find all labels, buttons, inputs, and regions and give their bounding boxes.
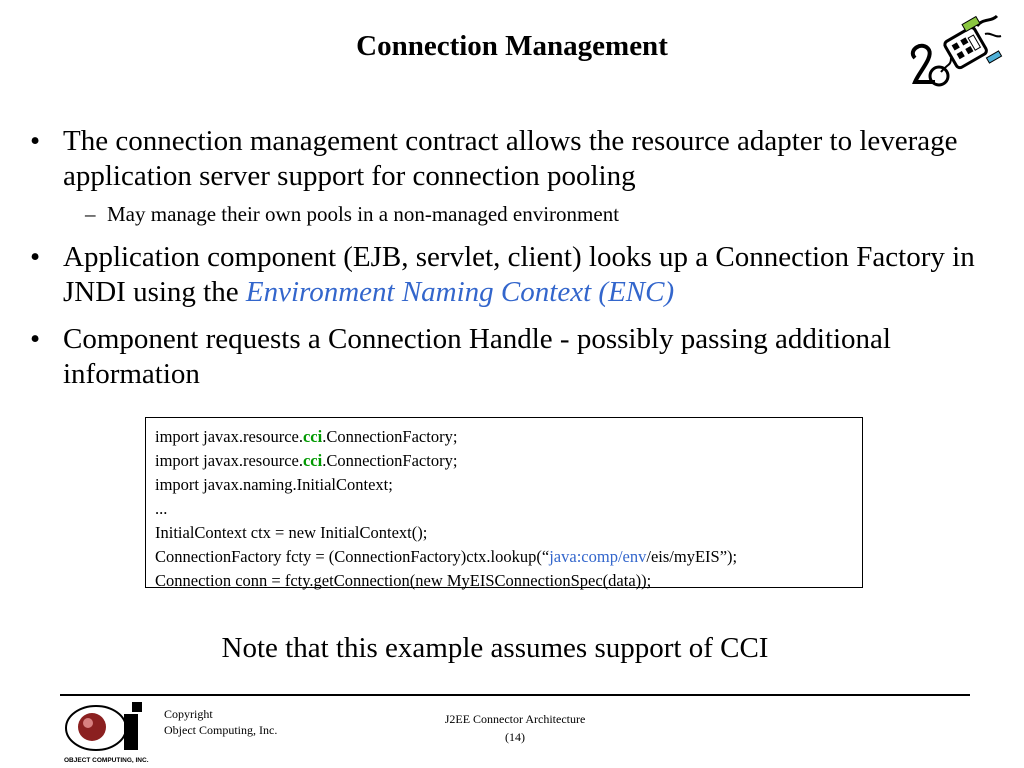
bullet-text: Application component (EJB, servlet, client) looks up a Connection Factory in JNDI using the — [63, 241, 975, 308]
code-text: Connection conn = fcty.getConnection(new MyEISConnectionSpec(data)); — [155, 571, 652, 590]
code-highlight: cci — [302, 427, 323, 446]
code-line — [155, 497, 862, 521]
bullet-item — [30, 322, 1005, 392]
bullet-text: The connection management contract allows the resource adapter to leverage application server support for connection pooling — [63, 125, 958, 192]
slide-title: Connection Management — [356, 30, 668, 62]
code-text: import javax.resource. — [155, 451, 303, 470]
code-text: .ConnectionFactory; — [322, 451, 458, 470]
copyright-block — [164, 706, 277, 738]
bullet-text: Component requests a Connection Handle - possibly passing additional information — [63, 323, 891, 390]
code-text: import javax.naming.InitialContext; — [155, 475, 393, 494]
enc-term: Environment Naming Context — [245, 276, 592, 308]
code-line — [155, 545, 862, 569]
bullet-dot: • — [30, 323, 41, 355]
code-text: .ConnectionFactory; — [322, 427, 458, 446]
paren-open: ( — [591, 276, 609, 308]
code-text: /eis/myEIS”); — [646, 547, 738, 566]
code-line — [155, 425, 862, 449]
footer-divider — [60, 694, 970, 696]
code-example-box — [145, 417, 863, 588]
copyright-line: Copyright — [164, 707, 213, 721]
code-highlight: java:comp/env — [549, 547, 647, 566]
sub-bullet-dash: – — [85, 202, 96, 226]
j2ee-logo-icon — [905, 10, 1005, 96]
code-highlight: cci — [302, 451, 323, 470]
enc-abbrev: ENC — [608, 276, 665, 308]
code-line — [155, 449, 862, 473]
oci-logo-icon — [62, 700, 164, 764]
code-line — [155, 473, 862, 497]
code-line — [155, 569, 862, 593]
oci-logo-text: OBJECT COMPUTING, INC. — [64, 757, 149, 764]
code-line — [155, 521, 862, 545]
page-number: (14) — [505, 730, 525, 744]
footer-center — [415, 710, 615, 746]
code-text: InitialContext ctx = new InitialContext(); — [155, 523, 428, 542]
paren-close: ) — [664, 276, 675, 308]
bullet-item — [30, 240, 1005, 310]
bullet-dot: • — [30, 241, 41, 273]
code-text: ConnectionFactory fcty = (ConnectionFactory)ctx.lookup(“ — [155, 547, 550, 566]
sub-bullet-text: May manage their own pools in a non-managed environment — [107, 202, 620, 226]
company-name: Object Computing, Inc. — [164, 723, 278, 737]
sub-bullet-item — [30, 200, 1005, 228]
bullet-list — [30, 124, 1005, 404]
footer-title: J2EE Connector Architecture — [444, 712, 586, 726]
code-text: ... — [155, 499, 168, 518]
code-text: import javax.resource. — [155, 427, 303, 446]
slide-note: Note that this example assumes support of CCI — [221, 632, 769, 664]
bullet-dot: • — [30, 125, 41, 157]
bullet-item — [30, 124, 1005, 194]
